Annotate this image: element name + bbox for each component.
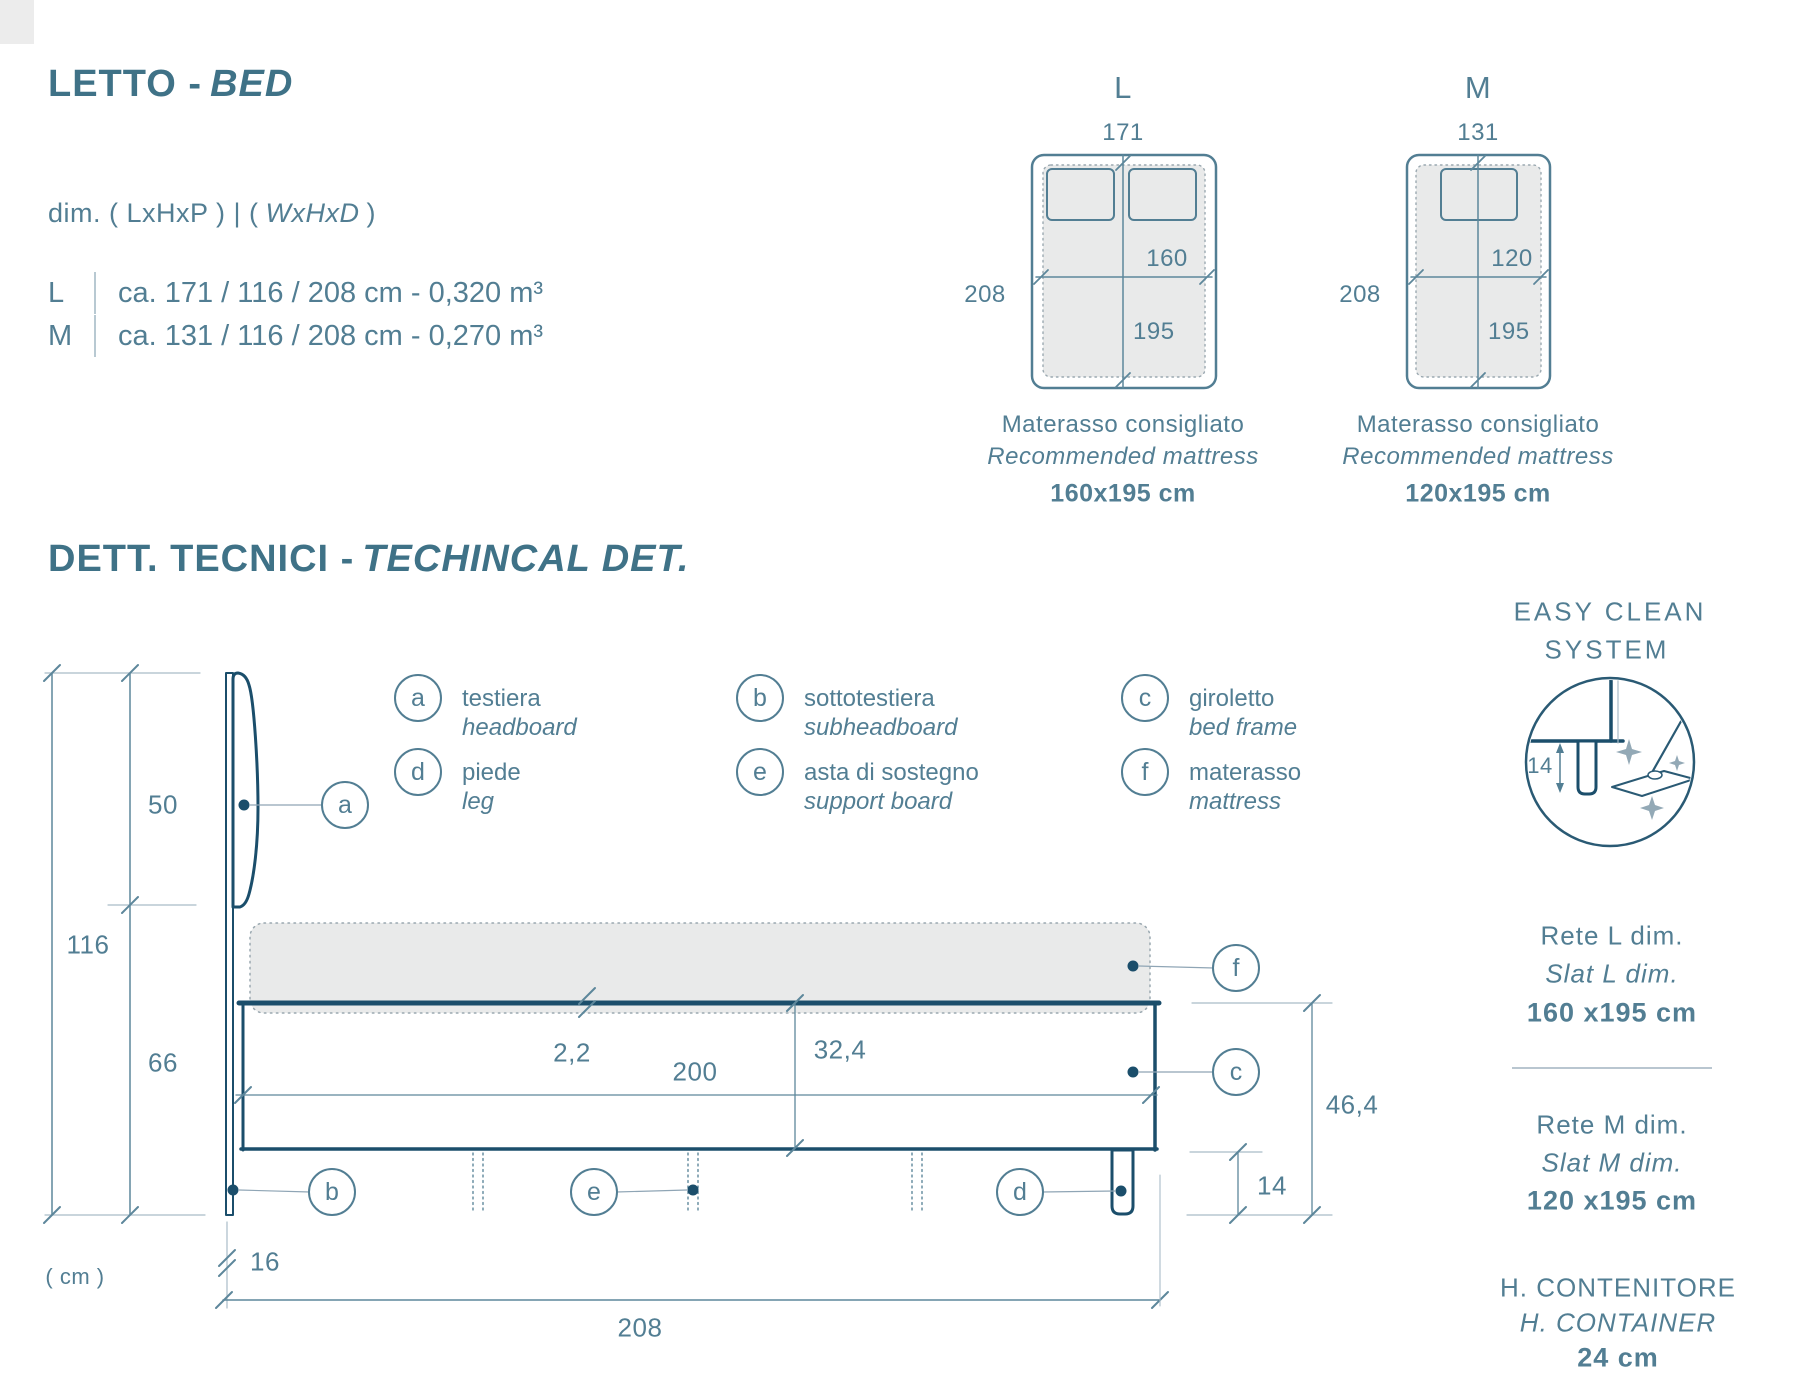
- top-view-l-depth: 208: [964, 281, 1006, 308]
- unit-label: ( cm ): [45, 1264, 105, 1289]
- container-title-it: H. CONTENITORE: [1500, 1272, 1736, 1303]
- top-view-l-label: L: [1114, 70, 1132, 105]
- divider: [94, 272, 96, 314]
- top-view-l-drawing: [1032, 155, 1216, 388]
- dim-inner-height: 32,4: [813, 1034, 867, 1065]
- legend-circle-f: f: [1121, 748, 1169, 796]
- legend-en: bed frame: [1189, 714, 1298, 741]
- legend-circle-d: d: [394, 748, 442, 796]
- legend-circle-c: c: [1121, 674, 1169, 722]
- container-title-en: H. CONTAINER: [1519, 1307, 1717, 1338]
- top-view-m-width: 131: [1457, 119, 1499, 146]
- callout-circle-e: e: [570, 1168, 618, 1216]
- dimension-key-suffix: ): [366, 198, 377, 228]
- legend-en: leg: [462, 788, 495, 815]
- easy-clean-title-line1: EASY CLEAN: [1513, 596, 1707, 627]
- callout-circle-c: c: [1212, 1048, 1260, 1096]
- top-view-m-label: M: [1464, 70, 1492, 105]
- top-view-l-width: 171: [1102, 119, 1144, 146]
- page-title: [48, 63, 293, 106]
- easy-clean-dim: 14: [1527, 753, 1553, 778]
- legend-circle-b: b: [736, 674, 784, 722]
- top-view-l-mattress-width: 160: [1146, 245, 1188, 272]
- legend-it: piede: [462, 759, 521, 786]
- slat-m-title-it: Rete M dim.: [1536, 1109, 1688, 1140]
- dimension-key-italic: WxHxD: [265, 198, 360, 228]
- dim-headboard-height: 50: [148, 789, 178, 820]
- top-view-l-mattress-length: 195: [1133, 318, 1175, 345]
- dimension-key: [48, 198, 376, 229]
- legend-it: asta di sostegno: [804, 759, 979, 786]
- top-view-m-mattress-width: 120: [1491, 245, 1533, 272]
- slat-l-title-it: Rete L dim.: [1540, 920, 1684, 951]
- tech-title-en: TECHINCAL DET.: [362, 538, 690, 580]
- dim-total-length: 208: [617, 1312, 663, 1343]
- tech-section-title: [48, 538, 689, 581]
- slat-l-title-en: Slat L dim.: [1545, 958, 1679, 989]
- size-value: ca. 171 / 116 / 208 cm - 0,320 m³: [118, 276, 544, 309]
- legend-it: sottotestiera: [804, 685, 935, 712]
- legend-label-f: [1189, 758, 1301, 816]
- legend-en: headboard: [462, 714, 577, 741]
- legend-circle-a: a: [394, 674, 442, 722]
- legend-label-c: [1189, 684, 1297, 742]
- size-row-l: [48, 272, 543, 314]
- callout-circle-f: f: [1212, 944, 1260, 992]
- slat-l-size: 160 x195 cm: [1526, 997, 1698, 1028]
- legend-label-d: [462, 758, 521, 816]
- dim-total-height: 116: [66, 929, 110, 960]
- top-view-m-caption-en: Recommended mattress: [1342, 443, 1614, 470]
- legend-circle-e: e: [736, 748, 784, 796]
- legend-en: mattress: [1189, 788, 1282, 815]
- legend-it: giroletto: [1189, 685, 1275, 712]
- dim-inner-length: 200: [672, 1056, 718, 1087]
- top-view-m-mattress-size: 120x195 cm: [1405, 479, 1551, 508]
- top-view-m-mattress-length: 195: [1488, 318, 1530, 345]
- page-title-en: BED: [210, 63, 294, 105]
- size-value: ca. 131 / 116 / 208 cm - 0,270 m³: [118, 319, 544, 352]
- legend-en: subheadboard: [804, 714, 958, 741]
- slat-m-size: 120 x195 cm: [1526, 1185, 1698, 1216]
- top-view-m-caption-it: Materasso consigliato: [1356, 411, 1600, 438]
- slat-m-title-en: Slat M dim.: [1541, 1147, 1683, 1178]
- dim-leg-height: 14: [1257, 1170, 1287, 1201]
- dim-top-thickness: 2,2: [553, 1037, 591, 1068]
- top-view-l-caption-en: Recommended mattress: [987, 443, 1259, 470]
- legend-it: materasso: [1189, 759, 1302, 786]
- size-row-m: [48, 315, 543, 357]
- top-view-l-caption-it: Materasso consigliato: [1001, 411, 1245, 438]
- legend-en: support board: [804, 788, 953, 815]
- size-code: M: [48, 319, 73, 352]
- callout-circle-a: a: [321, 781, 369, 829]
- size-code: L: [48, 276, 65, 309]
- legend-it: testiera: [462, 685, 541, 712]
- tech-title-it: DETT. TECNICI -: [48, 538, 355, 580]
- page-title-it: LETTO -: [48, 63, 203, 105]
- divider: [94, 315, 96, 357]
- top-view-m-depth: 208: [1339, 281, 1381, 308]
- top-view-l-mattress-size: 160x195 cm: [1050, 479, 1196, 508]
- callout-circle-d: d: [996, 1168, 1044, 1216]
- container-size: 24 cm: [1577, 1342, 1659, 1373]
- dim-base-height: 66: [148, 1047, 178, 1078]
- dim-frame-height: 46,4: [1325, 1089, 1379, 1120]
- legend-label-e: [804, 758, 979, 816]
- dimension-key-prefix: dim. ( LxHxP ) | (: [48, 198, 259, 228]
- dim-back-offset: 16: [250, 1246, 280, 1277]
- side-view-bed-drawing: [226, 673, 1159, 1215]
- callout-circle-b: b: [308, 1168, 356, 1216]
- legend-label-b: [804, 684, 957, 742]
- easy-clean-title-line2: SYSTEM: [1544, 634, 1670, 665]
- legend-label-a: [462, 684, 577, 742]
